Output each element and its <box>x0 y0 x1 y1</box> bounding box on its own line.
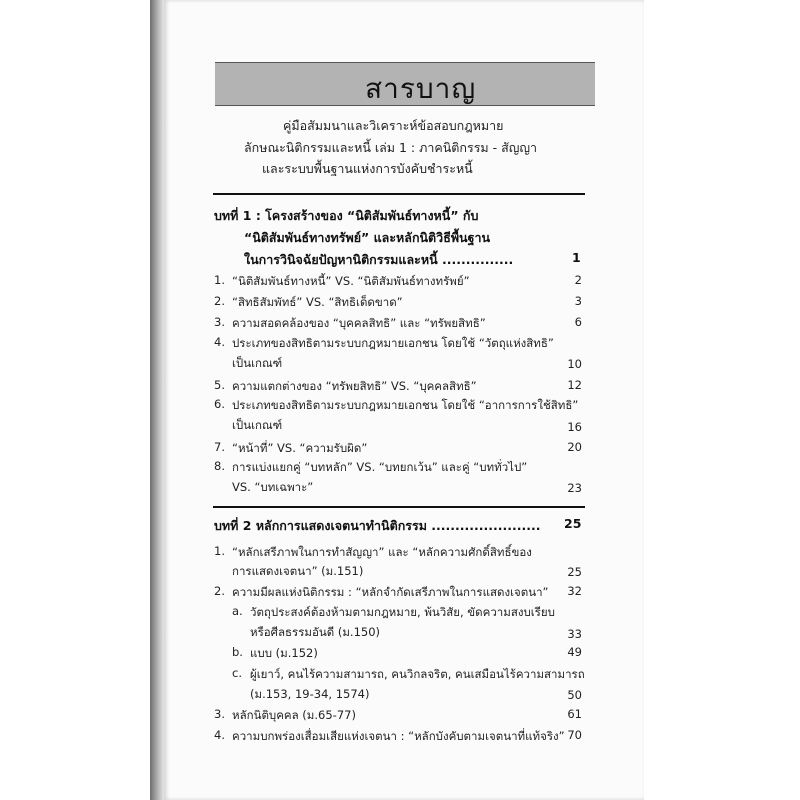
item-text-cont: เป็นเกณฑ์ <box>232 418 283 432</box>
item-text: วัตถุประสงค์ต้องห้ามตามกฎหมาย, พ้นวิสัย, ขัดความสงบเรียบ <box>250 605 555 619</box>
item-page: 25 <box>567 565 582 579</box>
chapter-1-heading-line-3: ในการวินิจฉัยปัญหานิติกรรมและหนี้ ............... <box>244 252 514 267</box>
item-text: หลักนิติบุคคล (ม.65-77) <box>232 708 356 722</box>
item-number: 4. <box>214 335 225 349</box>
item-text-cont: การแสดงเจตนา” (ม.151) <box>232 564 364 578</box>
item-text: ความมีผลแห่งนิติกรรม : “หลักจำกัดเสรีภาพในการแสดงเจตนา” <box>232 585 549 599</box>
item-text: ความบกพร่องเสื่อมเสียแห่งเจตนา : “หลักบังคับตามเจตนาที่แท้จริง” <box>232 729 565 743</box>
item-text-cont: (ม.153, 19-34, 1574) <box>250 687 370 701</box>
item-page: 16 <box>567 420 582 434</box>
item-number: 8. <box>214 459 225 473</box>
subtitle-line-3: และระบบพื้นฐานแห่งการบังคับชำระหนี้ <box>262 161 473 176</box>
item-number: 1. <box>214 544 225 558</box>
item-text: ความสอดคล้องของ “บุคคลสิทธิ” และ “ทรัพยสิทธิ” <box>232 316 486 330</box>
item-text: แบบ (ม.152) <box>250 646 318 660</box>
item-page: 50 <box>567 688 582 702</box>
item-text: “สิทธิสัมพัทธ์” VS. “สิทธิเด็ดขาด” <box>232 295 403 309</box>
item-page: 10 <box>567 357 582 371</box>
item-number: 2. <box>214 294 225 308</box>
subtitle-line-2: ลักษณะนิติกรรมและหนี้ เล่ม 1 : ภาคนิติกรรม - สัญญา <box>244 140 538 155</box>
item-number: 3. <box>214 707 225 721</box>
item-page: 49 <box>567 645 582 659</box>
item-text: การแบ่งแยกคู่ “บทหลัก” VS. “บทยกเว้น” และคู่ “บททั่วไป” <box>232 460 528 474</box>
chapter-2-page: 25 <box>564 516 582 531</box>
item-text: “นิติสัมพันธ์ทางหนี้” VS. “นิติสัมพันธ์ทางทรัพย์” <box>232 274 470 288</box>
subtitle-line-1: คู่มือสัมมนาและวิเคราะห์ข้อสอบกฎหมาย <box>283 118 504 133</box>
item-page: 33 <box>567 627 582 641</box>
chapter-1-heading-line-1: บทที่ 1 : โครงสร้างของ “นิติสัมพันธ์ทางหนี้” กับ <box>214 208 479 223</box>
item-text-cont: VS. “บทเฉพาะ” <box>232 480 314 494</box>
item-number: 7. <box>214 440 225 454</box>
item-text-cont: เป็นเกณฑ์ <box>232 356 283 370</box>
item-number: 5. <box>214 378 225 392</box>
page-title: สารบาญ <box>365 72 477 105</box>
item-page: 23 <box>567 481 582 495</box>
item-page: 70 <box>567 728 582 742</box>
item-number: 3. <box>214 315 225 329</box>
item-number: 6. <box>214 397 225 411</box>
item-number: b. <box>232 645 243 659</box>
item-number: c. <box>232 666 242 680</box>
item-text-cont: หรือศีลธรรมอันดี (ม.150) <box>250 625 381 639</box>
item-text: ประเภทของสิทธิตามระบบกฎหมายเอกชน โดยใช้ “อาการการใช้สิทธิ” <box>232 398 579 412</box>
chapter-1-heading-line-2: “นิติสัมพันธ์ทางทรัพย์” และหลักนิติวิธีพื้นฐาน <box>244 230 491 245</box>
item-page: 12 <box>567 378 582 392</box>
item-page: 6 <box>574 315 582 329</box>
chapter-2-heading: บทที่ 2 หลักการแสดงเจตนาทำนิติกรรม ....................... <box>214 518 541 533</box>
item-text: “หลักเสรีภาพในการทำสัญญา” และ “หลักความศักดิ์สิทธิ์ของ <box>232 545 532 559</box>
item-text: ความแตกต่างของ “ทรัพยสิทธิ” VS. “บุคคลสิทธิ” <box>232 379 477 393</box>
item-number: 2. <box>214 584 225 598</box>
item-page: 61 <box>567 707 582 721</box>
item-page: 32 <box>567 584 582 598</box>
item-text: “หน้าที่” VS. “ความรับผิด” <box>232 441 368 455</box>
item-text: ผู้เยาว์, คนไร้ความสามารถ, คนวิกลจริต, คนเสมือนไร้ความสามารถ <box>250 667 585 681</box>
item-page: 20 <box>567 440 582 454</box>
item-number: a. <box>232 604 243 618</box>
item-page: 2 <box>574 273 582 287</box>
item-number: 4. <box>214 728 225 742</box>
item-text: ประเภทของสิทธิตามระบบกฎหมายเอกชน โดยใช้ “วัตถุแห่งสิทธิ” <box>232 336 554 350</box>
item-number: 1. <box>214 273 225 287</box>
item-page: 3 <box>574 294 582 308</box>
chapter-1-page: 1 <box>572 250 581 265</box>
